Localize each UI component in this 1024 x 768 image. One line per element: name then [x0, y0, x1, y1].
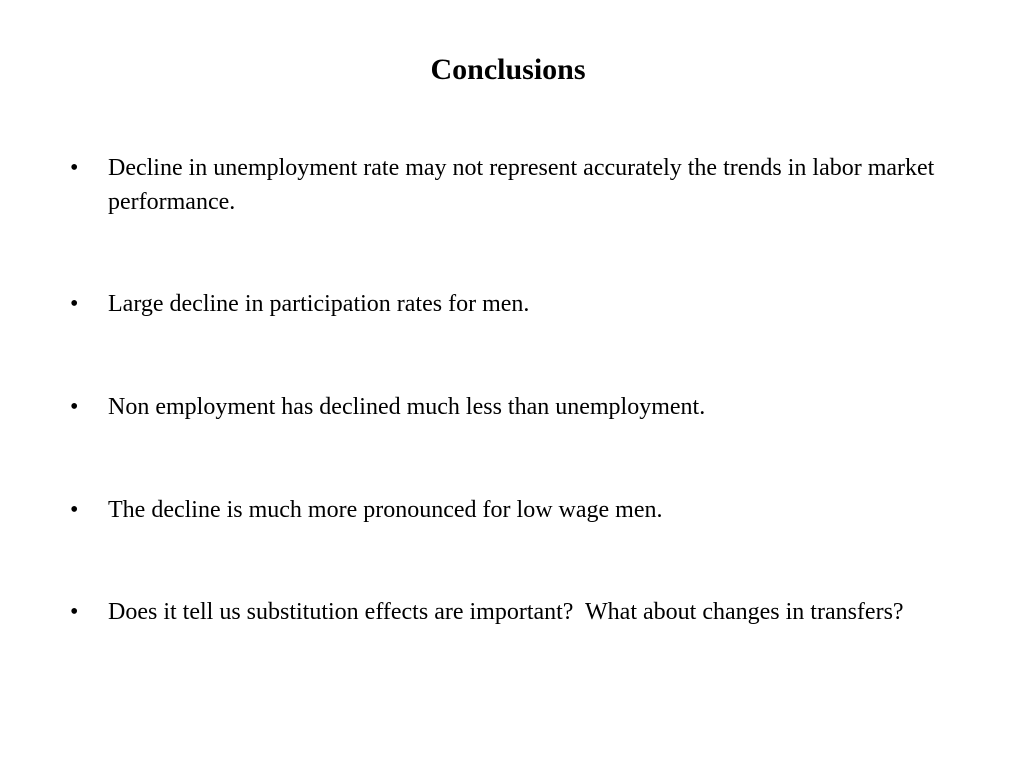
bullet-item: [70, 493, 950, 527]
bullet-item: [70, 595, 950, 629]
bullet-item: [70, 390, 950, 424]
bullet-item: [70, 287, 950, 321]
bullet-text: Decline in unemployment rate may not represent accurately the trends in labor market performance.: [108, 155, 941, 215]
bullet-text: Does it tell us substitution effects are important? What about changes in transfers?: [108, 599, 904, 625]
slide-title: Conclusions: [430, 53, 586, 86]
bullet-icon: •: [70, 291, 79, 317]
bullet-icon: •: [70, 155, 79, 181]
bullet-item: [70, 151, 950, 219]
bullet-text: The decline is much more pronounced for low wage men.: [108, 497, 663, 523]
bullet-icon: •: [70, 599, 79, 625]
bullet-icon: •: [70, 497, 79, 523]
bullet-icon: •: [70, 394, 79, 420]
bullet-text: Non employment has declined much less than unemployment.: [108, 394, 706, 420]
bullet-text: Large decline in participation rates for men.: [108, 291, 530, 317]
